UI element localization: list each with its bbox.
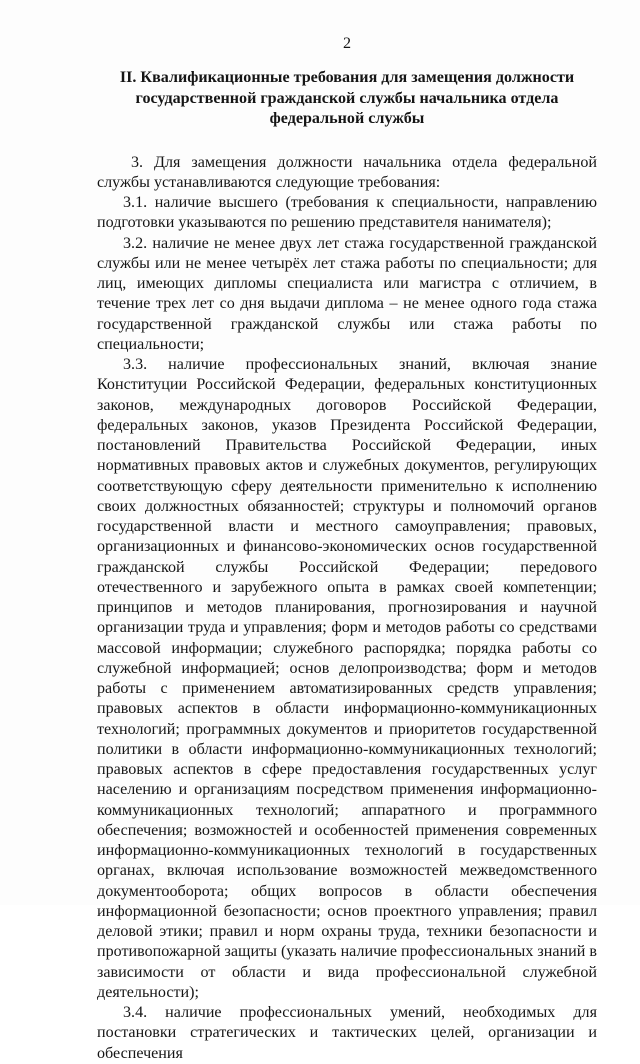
paragraph-3-4: 3.4. наличие профессиональных умений, необходимых для постановки стратегических и тактических целей, организации и обеспечения bbox=[97, 1004, 597, 1062]
paragraph-3-2: 3.2. наличие не менее двух лет стажа государственной гражданской службы или не менее четырёх лет стажа работы по специальности; для лиц, имеющих дипломы специалиста или магистра с отличием, в течение трех лет со дня выдачи диплома – не менее одного года стажа государственной гражданской службы или стажа работы по специальности; bbox=[97, 234, 597, 353]
paragraph-3: 3. Для замещения должности начальника отдела федеральной службы устанавливаются следующие требования: bbox=[97, 153, 597, 191]
paragraph-3-1: 3.1. наличие высшего (требования к специальности, направлению подготовки указываются по решению представителя нанимателя); bbox=[97, 194, 597, 232]
paragraph-3-3: 3.3. наличие профессиональных знаний, включая знание Конституции Российской Федерации, федеральных конституционных законов, международных договоров Российской Федерации, федеральных законов, указов Президента Российской Федерации, постановлений Правительства Российской Федерации, иных нормативных правовых актов и служебных документов, регулирующих соответствующую сферу деятельности применительно к исполнению своих должностных обязанностей; структуры и полномочий органов государственной власти и местного самоуправления; правовых, организационных и финансово-экономических основ государственной гражданской службы Российской Федерации; передового отечественного и зарубежного опыта в рамках своей компетенции; принципов и методов планирования, прогнозирования и научной организации труда и управления; форм и методов работы со средствами массовой информации; служебного распорядка; порядка работы со служебной информацией; основ делопроизводства; форм и методов работы с применением автоматизированных средств управления; правовых аспектов в области информационно-коммуникационных технологий; программных документов и приоритетов государственной политики в области информационно-коммуникационных технологий; правовых аспектов в сфере предоставления государственных услуг населению и организациям посредством применения информационно-коммуникационных технологий; аппаратного и программного обеспечения; возможностей и особенностей применения современных информационно-коммуникационных технологий в государственных органах, включая использование возможностей межведомственного документооборота; общих вопросов в области обеспечения информационной безопасности; основ проектного управления; правил деловой этики; правил и норм охраны труда, техники безопасности и противопожарной защиты (указать наличие профессиональных знаний в зависимости от области и вида профессиональной служебной деятельности); bbox=[97, 356, 597, 1001]
page-content bbox=[97, 34, 597, 1064]
section-heading: II. Квалификационные требования для замещения должности государственной гражданской службы начальника отдела федеральной службы bbox=[119, 69, 575, 127]
page-number: 2 bbox=[342, 35, 352, 52]
